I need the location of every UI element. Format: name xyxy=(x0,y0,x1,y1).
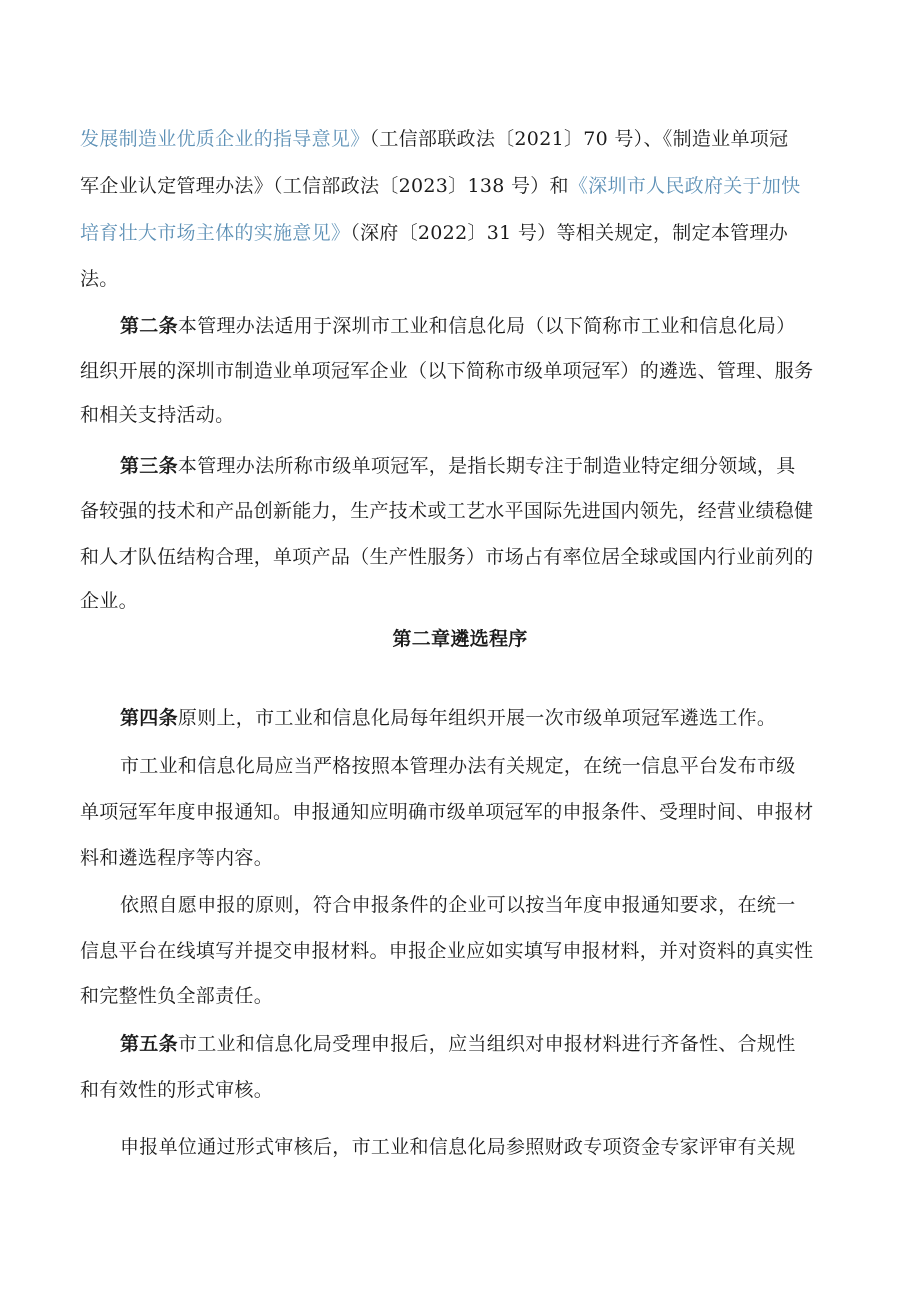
paragraph-text: 信息平台在线填写并提交申报材料。申报企业应如实填写申报材料，并对资料的真实性 xyxy=(80,940,814,962)
article-text: 市工业和信息化局受理申报后，应当组织对申报材料进行齐备性、合规性 xyxy=(177,1033,796,1055)
paragraph-text: 法。 xyxy=(80,268,119,290)
article-text: 本管理办法适用于深圳市工业和信息化局（以下简称市工业和信息化局） xyxy=(177,315,796,337)
paragraph-line xyxy=(80,258,119,301)
paragraph-line xyxy=(80,118,788,161)
article-text: 备较强的技术和产品创新能力，生产技术或工艺水平国际先进国内领先，经营业绩稳健 xyxy=(80,500,814,522)
paragraph-line xyxy=(120,745,796,788)
paragraph-line xyxy=(80,165,800,208)
policy-link[interactable]: 《深圳市人民政府关于加快 xyxy=(568,175,801,197)
policy-link[interactable]: 发展制造业优质企业的指导意见》 xyxy=(80,128,370,150)
paragraph-line xyxy=(120,1126,796,1169)
article-line xyxy=(120,1023,796,1066)
paragraph-line xyxy=(120,884,796,927)
paragraph-text: 和完整性负全部责任。 xyxy=(80,985,274,1007)
article-label: 第四条 xyxy=(120,707,178,729)
paragraph-text: 依照自愿申报的原则，符合申报条件的企业可以按当年度申报通知要求，在统一 xyxy=(120,894,796,916)
paragraph-text: 申报单位通过形式审核后，市工业和信息化局参照财政专项资金专家评审有关规 xyxy=(120,1136,796,1158)
paragraph-line xyxy=(80,975,273,1018)
article-text: 原则上，市工业和信息化局每年组织开展一次市级单项冠军遴选工作。 xyxy=(177,707,777,729)
article-label: 第二条 xyxy=(120,315,178,337)
article-text: 和有效性的形式审核。 xyxy=(80,1079,274,1101)
article-text: 和人才队伍结构合理，单项产品（生产性服务）市场占有率位居全球或国内行业前列的 xyxy=(80,546,814,568)
paragraph-line xyxy=(80,791,813,834)
article-line xyxy=(80,536,813,579)
article-text: 本管理办法所称市级单项冠军，是指长期专注于制造业特定细分领域，具 xyxy=(177,455,796,477)
article-text: 组织开展的深圳市制造业单项冠军企业（以下简称市级单项冠军）的遴选、管理、服务 xyxy=(80,360,814,382)
article-line xyxy=(80,394,234,437)
article-label: 第五条 xyxy=(120,1033,178,1055)
article-line xyxy=(80,490,813,533)
article-label: 第三条 xyxy=(120,455,178,477)
article-line xyxy=(80,580,138,623)
paragraph-text: （深府〔2022〕31 号）等相关规定，制定本管理办 xyxy=(350,222,789,244)
paragraph-line xyxy=(80,837,273,880)
paragraph-text: 料和遴选程序等内容。 xyxy=(80,847,274,869)
paragraph-text: 市工业和信息化局应当严格按照本管理办法有关规定，在统一信息平台发布市级 xyxy=(120,755,796,777)
paragraph-line xyxy=(80,212,788,255)
policy-link[interactable]: 培育壮大市场主体的实施意见》 xyxy=(80,222,351,244)
paragraph-text: 单项冠军年度申报通知。申报通知应明确市级单项冠军的申报条件、受理时间、申报材 xyxy=(80,801,814,823)
article-line xyxy=(120,445,796,488)
article-line xyxy=(80,350,813,393)
paragraph-line xyxy=(80,930,813,973)
article-text: 和相关支持活动。 xyxy=(80,404,235,426)
article-line xyxy=(120,697,776,740)
article-line xyxy=(80,1069,273,1112)
paragraph-text: （工信部联政法〔2021〕70 号）、《制造业单项冠 xyxy=(369,128,789,150)
chapter-heading: 第二章遴选程序 xyxy=(392,628,528,650)
article-line xyxy=(120,305,796,348)
article-text: 企业。 xyxy=(80,590,138,612)
paragraph-text: 军企业认定管理办法》（工信部政法〔2023〕138 号）和 xyxy=(80,175,569,197)
